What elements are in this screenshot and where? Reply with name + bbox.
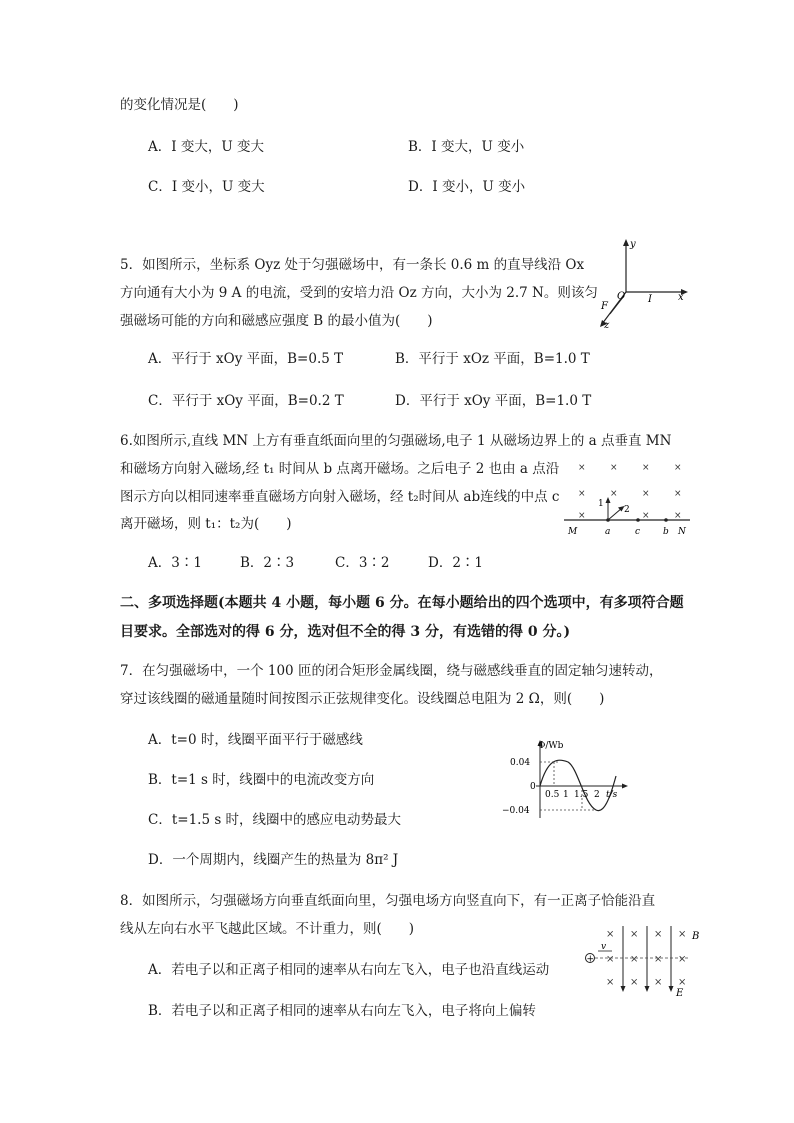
- y-bot-label: −0.04: [502, 806, 530, 816]
- svg-text:×: ×: [678, 954, 687, 965]
- q4-option-b[interactable]: B．I 变大，U 变小: [408, 139, 525, 155]
- t-label: t/s: [606, 790, 618, 800]
- svg-text:×: ×: [630, 977, 639, 988]
- svg-text:×: ×: [610, 463, 618, 473]
- q7-stem-line1: 7．在匀强磁场中，一个 100 匝的闭合矩形金属线圈，绕与磁感线垂直的固定轴匀速转动，: [120, 663, 663, 679]
- svg-text:×: ×: [578, 511, 586, 521]
- field-crosses: [578, 463, 682, 521]
- label-n: N: [678, 527, 686, 537]
- q6-stem-line3: 图示方向以相同速率垂直磁场方向射入磁场，经 t₂时间从 ab连线的中点 c: [120, 489, 560, 505]
- x-label: x: [678, 292, 684, 303]
- electron2-velocity: [608, 508, 622, 520]
- b-label: B: [692, 931, 700, 942]
- q5-option-a[interactable]: A．平行于 xOy 平面，B=0.5 T: [148, 351, 344, 367]
- q6-option-a[interactable]: A．3∶1: [148, 555, 202, 571]
- label-b: b: [663, 527, 669, 537]
- point-b: [664, 518, 668, 522]
- zero-label: 0: [530, 782, 536, 792]
- svg-text:×: ×: [606, 954, 615, 965]
- q7-stem-line2: 穿过该线圈的磁通量随时间按图示正弦规律变化。设线圈总电阻为 2 Ω，则( ): [120, 691, 605, 707]
- q8-crossed-fields-figure: [580, 922, 704, 998]
- section2-heading-line2: 目要求。全部选对的得 6 分，选对但不全的得 3 分，有选错的得 0 分。): [120, 624, 571, 640]
- q4-option-c[interactable]: C．I 变小，U 变大: [148, 179, 265, 195]
- label-m: M: [568, 527, 578, 537]
- q5-axes-figure: [592, 236, 696, 334]
- q6-stem-line2: 和磁场方向射入磁场,经 t₁ 时间从 b 点离开磁场。之后电子 2 也由 a 点沿: [120, 461, 560, 477]
- svg-text:×: ×: [610, 489, 618, 499]
- q6-option-b[interactable]: B．2∶3: [240, 555, 295, 571]
- svg-text:×: ×: [678, 977, 687, 988]
- q8-stem-line2: 线从左向右水平飞越此区域。不计重力，则( ): [120, 921, 415, 937]
- svg-text:×: ×: [606, 929, 615, 940]
- q7-option-c[interactable]: C．t=1.5 s 时，线圈中的感应电动势最大: [148, 812, 402, 828]
- velocity-label: v: [601, 942, 607, 952]
- q5-stem-line1: 5．如图所示，坐标系 Oyz 处于匀强磁场中，有一条长 0.6 m 的直导线沿 Ox: [120, 257, 585, 273]
- current-label: I: [648, 294, 652, 305]
- e-label: E: [676, 988, 684, 998]
- svg-text:×: ×: [578, 489, 586, 499]
- tick-1: 1: [563, 790, 569, 800]
- q5-option-c[interactable]: C．平行于 xOy 平面，B=0.2 T: [148, 393, 344, 409]
- label-c: c: [635, 527, 641, 537]
- svg-text:×: ×: [642, 463, 650, 473]
- svg-text:×: ×: [642, 511, 650, 521]
- point-c: [636, 518, 640, 522]
- svg-text:×: ×: [654, 954, 663, 965]
- y-label: y: [630, 239, 636, 250]
- q6-field-figure: [560, 458, 694, 538]
- svg-text:×: ×: [630, 929, 639, 940]
- q6-option-d[interactable]: D．2∶1: [428, 555, 484, 571]
- svg-text:×: ×: [674, 511, 682, 521]
- q6-stem-line1: 6.如图所示,直线 MN 上方有垂直纸面向里的匀强磁场,电子 1 从磁场边界上的 a 点垂直 MN: [120, 433, 672, 449]
- b-field-crosses: [606, 929, 686, 988]
- e-field-arrowheads: [621, 986, 674, 992]
- q8-stem-line1: 8．如图所示，匀强磁场方向垂直纸面向里，匀强电场方向竖直向下，有一正离子恰能沿直: [120, 893, 656, 909]
- svg-text:×: ×: [674, 489, 682, 499]
- ion-plus: +: [586, 954, 595, 965]
- q5-stem-line3: 强磁场可能的方向和磁感应强度 B 的最小值为( ): [120, 313, 433, 329]
- label-1: 1: [598, 499, 604, 509]
- svg-text:×: ×: [654, 977, 663, 988]
- phi-label: Φ/Wb: [538, 741, 564, 751]
- q5-option-d[interactable]: D．平行于 xOy 平面，B=1.0 T: [395, 393, 592, 409]
- tick-1-5: 1.5: [574, 790, 589, 800]
- q4-stem-tail: 的变化情况是( ): [120, 97, 239, 113]
- q6-stem-line4: 离开磁场，则 t₁：t₂为( ): [120, 516, 292, 532]
- q4-option-a[interactable]: A．I 变大，U 变大: [148, 139, 265, 155]
- q7-option-d[interactable]: D．一个周期内，线圈产生的热量为 8π² J: [148, 852, 399, 868]
- y-axis-arrow: [623, 239, 629, 246]
- svg-text:×: ×: [630, 954, 639, 965]
- q7-option-b[interactable]: B．t=1 s 时，线圈中的电流改变方向: [148, 772, 375, 788]
- q4-option-d[interactable]: D．I 变小，U 变小: [408, 179, 526, 195]
- svg-text:×: ×: [606, 977, 615, 988]
- q5-option-b[interactable]: B．平行于 xOz 平面，B=1.0 T: [395, 351, 590, 367]
- svg-text:×: ×: [678, 929, 687, 940]
- section2-heading-line1: 二、多项选择题(本题共 4 小题，每小题 6 分。在每小题给出的四个选项中，有多项符合题: [120, 595, 684, 611]
- q7-option-a[interactable]: A．t=0 时，线圈平面平行于磁感线: [148, 732, 363, 748]
- origin-label: O: [617, 291, 626, 302]
- q5-stem-line2: 方向通有大小为 9 A 的电流，受到的安培力沿 Oz 方向，大小为 2.7 N。则该匀: [120, 285, 598, 301]
- tick-2: 2: [594, 790, 600, 800]
- z-label: z: [604, 320, 610, 331]
- svg-text:×: ×: [674, 463, 682, 473]
- q8-option-a[interactable]: A．若电子以和正离子相同的速率从右向左飞入，电子也沿直线运动: [148, 962, 550, 978]
- t-axis-arrow: [622, 784, 628, 789]
- svg-text:×: ×: [578, 463, 586, 473]
- label-2: 2: [624, 505, 630, 515]
- svg-text:×: ×: [654, 929, 663, 940]
- label-a: a: [605, 527, 611, 537]
- y-top-label: 0.04: [510, 758, 531, 768]
- q7-flux-graph: [496, 736, 632, 822]
- q8-option-b[interactable]: B．若电子以和正离子相同的速率从右向左飞入，电子将向上偏转: [148, 1003, 536, 1019]
- q6-option-c[interactable]: C．3∶2: [335, 555, 390, 571]
- svg-text:×: ×: [642, 489, 650, 499]
- force-label: F: [601, 301, 608, 312]
- tick-0-5: 0.5: [545, 790, 560, 800]
- flux-curve: [540, 760, 616, 811]
